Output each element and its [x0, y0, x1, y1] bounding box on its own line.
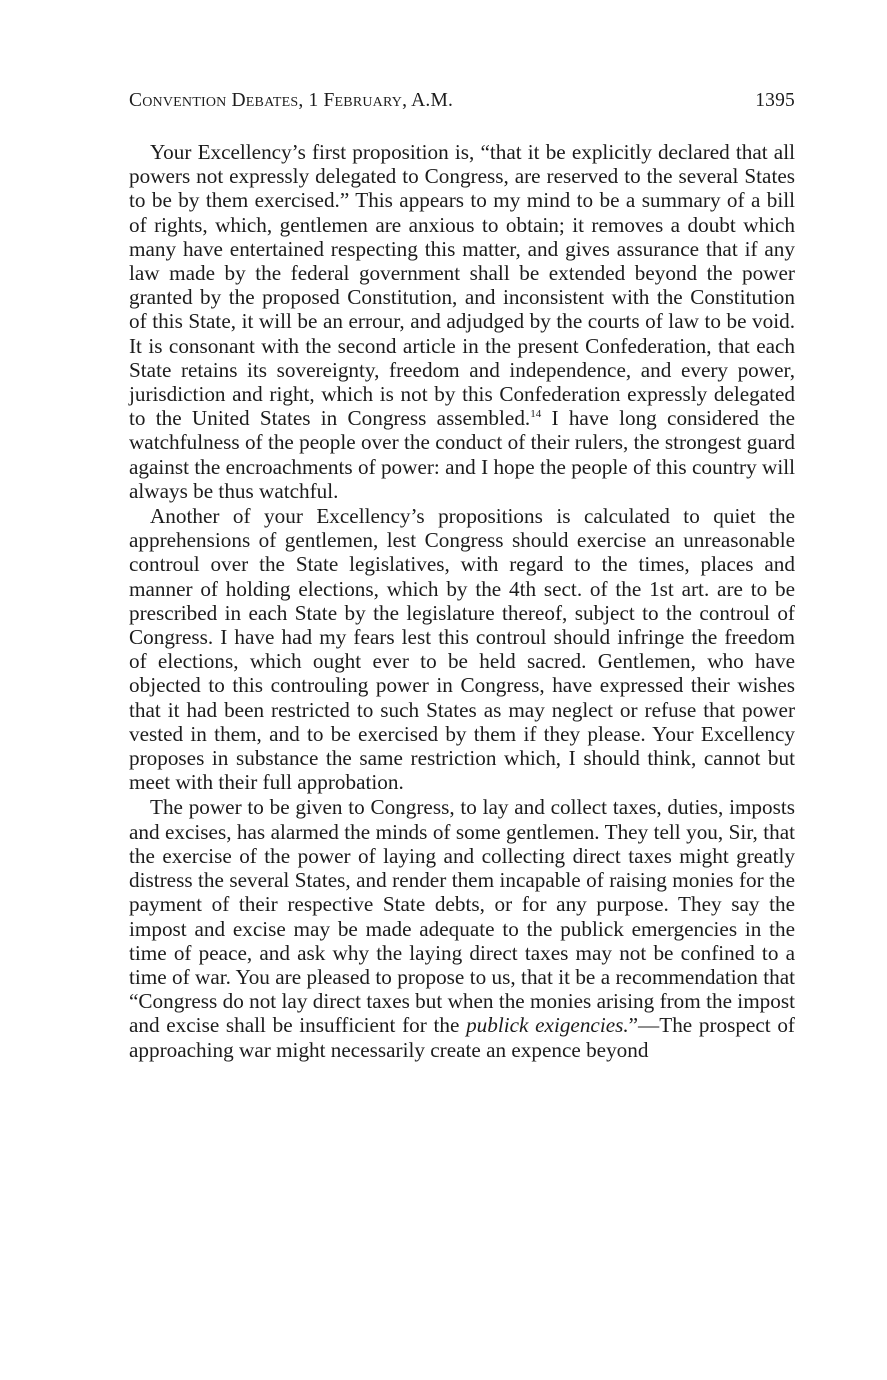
footnote-reference-14: 14 — [530, 408, 542, 421]
paragraph-1 — [129, 140, 795, 503]
page-number: 1395 — [755, 90, 795, 111]
paragraph-3-text-a: The power to be given to Congress, to lay and collect taxes, duties, imposts and excises, has alarmed the minds of some gentlemen. They tell you, Sir, that the exercise of the power of laying and collecting direct taxes might greatly distress the several States, and render them incapable of raising monies for the payment of their respective State debts, or for any purpose. They say the impost and excise may be made adequate to the publick emergencies in the time of peace, and ask why the laying direct taxes may not be confined to a time of war. You are pleased to propose to us, that it be a recommendation that “Congress do not lay direct taxes but when the monies arising from the impost and excise shall be insufficient for the — [129, 795, 795, 1038]
page — [129, 86, 795, 1062]
paragraph-3-text-b: ”—The prospect of approaching war might necessarily create an expence beyond — [129, 1013, 795, 1062]
running-head — [129, 86, 795, 120]
paragraph-3-italic-phrase: publick exigencies. — [466, 1013, 629, 1038]
body-text — [129, 140, 795, 1062]
paragraph-1-text-a: Your Excellency’s first proposition is, “that it be explicitly declared that all powers not expressly delegated to Congress, are reserved to the several States to be by them exercised.” This appears to my mind to be a summary of a bill of rights, which, gentlemen are anxious to obtain; it removes a doubt which many have entertained respecting this matter, and gives assurance that if any law made by the federal government shall be extended beyond the power granted by the proposed Constitution, and inconsistent with the Constitution of this State, it will be an errour, and adjudged by the courts of law to be void. It is consonant with the second article in the present Confederation, that each State retains its sovereignty, freedom and independence, and every power, jurisdiction and right, which is not by this Confederation expressly delegated to the United States in Congress assembled. — [129, 140, 795, 431]
running-title: Convention Debates, 1 February, A.M. — [129, 90, 454, 111]
paragraph-3 — [129, 795, 795, 1061]
paragraph-1-text-b: I have long considered the watchfulness of the people over the conduct of their rulers, the strongest guard against the encroachments of power: and I hope the people of this country will always be thus watchful. — [129, 406, 795, 503]
paragraph-2: Another of your Excellency’s propositions is calculated to quiet the apprehensions of gentlemen, lest Congress should exercise an unreasonable controul over the State legislatives, with regard to the times, places and manner of holding elections, which by the 4th sect. of the 1st art. are to be prescribed in each State by the legislature thereof, subject to the controul of Congress. I have had my fears lest this controul should infringe the freedom of elections, which ought ever to be held sacred. Gentlemen, who have objected to this controuling power in Congress, have expressed their wishes that it had been restricted to such States as may neglect or refuse that power vested in them, and to be exercised by them if they please. Your Excellency proposes in substance the same restriction which, I should think, cannot but meet with their full approbation. — [129, 504, 795, 795]
